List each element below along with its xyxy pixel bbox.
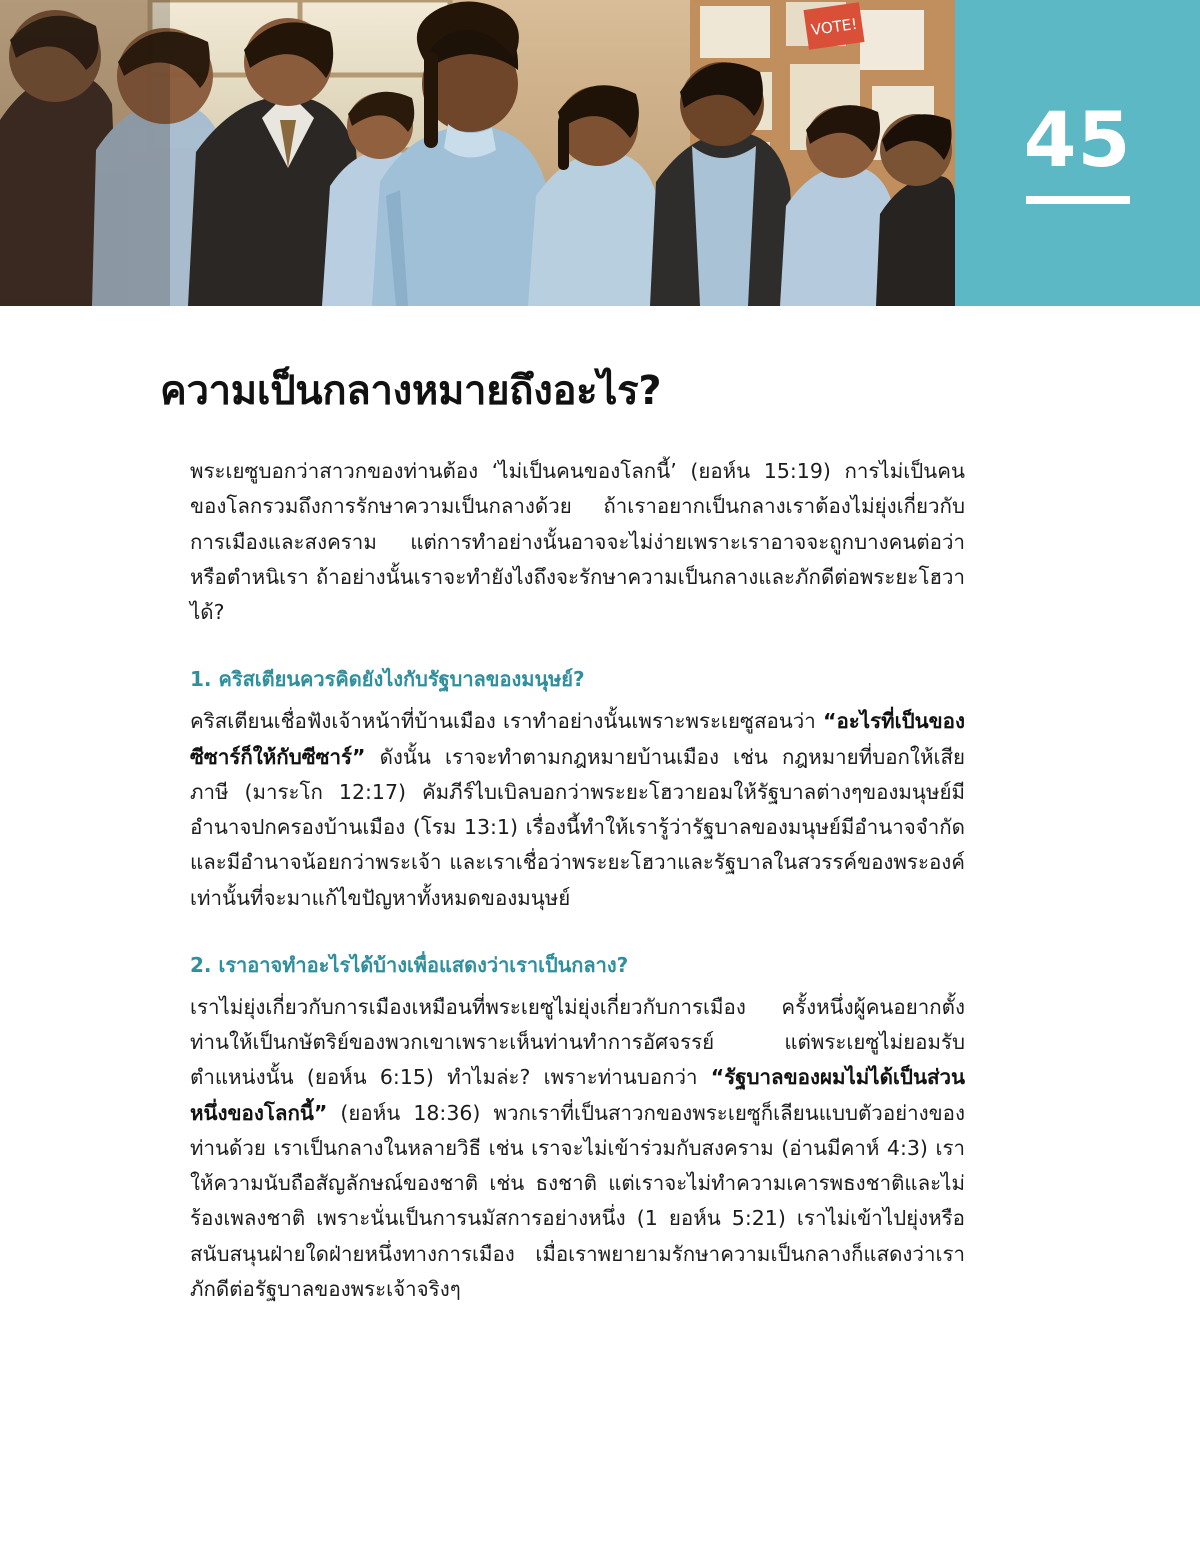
classroom-students-standing-photo — [0, 0, 955, 306]
question-body-2 — [190, 990, 965, 1307]
svg-text:VOTE!: VOTE! — [809, 14, 859, 40]
chapter-number: 45 — [1023, 95, 1132, 184]
q2-text-part-1: เราไม่ยุ่งเกี่ยวกับการเมืองเหมือนที่พระเยซูไม่ยุ่งเกี่ยวกับการเมือง ครั้งหนึ่งผู้คนอยากตั้งท่านให้เป็นกษัตริย์ของพวกเขาเพราะเห็นท่านทำการอัศจรรย์ แต่พระเยซูไม่ยอมรับตำแหน่งนั้น (ยอห์น 6:15) ทำไมล่ะ? เพราะท่านบอกว่า — [190, 994, 965, 1090]
q1-text-part-1: คริสเตียนเชื่อฟังเจ้าหน้าที่บ้านเมือง เราทำอย่างนั้นเพราะพระเยซูสอนว่า — [190, 709, 823, 734]
q2-bold-quote: “รัฐบาลของผมไม่ได้เป็นส่วนหนึ่งของโลกนี้” — [190, 1065, 965, 1125]
question-heading-1: 1. คริสเตียนควรคิดยังไงกับรัฐบาลของมนุษย์? — [190, 667, 585, 692]
content-inner — [160, 364, 965, 1427]
bottom-spacer — [190, 1307, 965, 1427]
article-content — [0, 306, 1200, 1427]
question-body-1 — [190, 704, 965, 916]
chapter-number-badge — [955, 0, 1200, 306]
q1-text-part-2: ดังนั้น เราจะทำตามกฎหมายบ้านเมือง เช่น กฎหมายที่บอกให้เสียภาษี (มาระโก 12:17) คัมภีร์ไบเบิลบอกว่าพระยะโฮวายอมให้รัฐบาลต่างๆของมนุษย์มีอำนาจปกครองบ้านเมือง (โรม 13:1) เรื่องนี้ทำให้เรารู้ว่ารัฐบาลของมนุษย์มีอำนาจจำกัดและมีอำนาจน้อยกว่าพระเจ้า และเราเชื่อว่าพระยะโฮวาและรัฐบาลในสวรรค์ของพระองค์เท่านั้นที่จะมาแก้ไขปัญหาทั้งหมดของมนุษย์ — [190, 744, 965, 910]
body-column — [190, 454, 965, 1427]
chapter-underline — [1026, 196, 1130, 204]
question-heading-2: 2. เราอาจทำอะไรได้บ้างเพื่อแสดงว่าเราเป็นกลาง? — [190, 952, 629, 977]
photo-illustration — [0, 0, 955, 306]
q1-bold-quote: “อะไรที่เป็นของซีซาร์ก็ให้กับซีซาร์” — [190, 709, 965, 769]
page-title: ความเป็นกลางหมายถึงอะไร? — [160, 368, 662, 414]
q2-text-part-2: (ยอห์น 18:36) พวกเราที่เป็นสาวกของพระเยซูก็เลียนแบบตัวอย่างของท่านด้วย เราเป็นกลางในหลายวิธี เช่น เราจะไม่เข้าร่วมกับสงคราม (อ่านมีคาห์ 4:3) เราให้ความนับถือสัญลักษณ์ของชาติ เช่น ธงชาติ แต่เราจะไม่ทำความเคารพธงชาติและไม่ร้องเพลงชาติ เพราะนั่นเป็นการนมัสการอย่างหนึ่ง (1 ยอห์น 5:21) เราไม่เข้าไปยุ่งหรือสนับสนุนฝ่ายใดฝ่ายหนึ่งทางการเมือง เมื่อเราพยายามรักษาความเป็นกลางก็แสดงว่าเราภักดีต่อรัฐบาลของพระเจ้าจริงๆ — [190, 1100, 965, 1301]
page-header — [0, 0, 1200, 306]
intro-paragraph: พระเยซูบอกว่าสาวกของท่านต้อง ‘ไม่เป็นคนของโลกนี้’ (ยอห์น 15:19) การไม่เป็นคนของโลกรวมถึงการรักษาความเป็นกลางด้วย ถ้าเราอยากเป็นกลางเราต้องไม่ยุ่งเกี่ยวกับการเมืองและสงคราม แต่การทำอย่างนั้นอาจจะไม่ง่ายเพราะเราอาจจะถูกบางคนต่อว่าหรือตำหนิเรา ถ้าอย่างนั้นเราจะทำยังไงถึงจะรักษาความเป็นกลางและภักดีต่อพระยะโฮวาได้? — [190, 459, 965, 624]
